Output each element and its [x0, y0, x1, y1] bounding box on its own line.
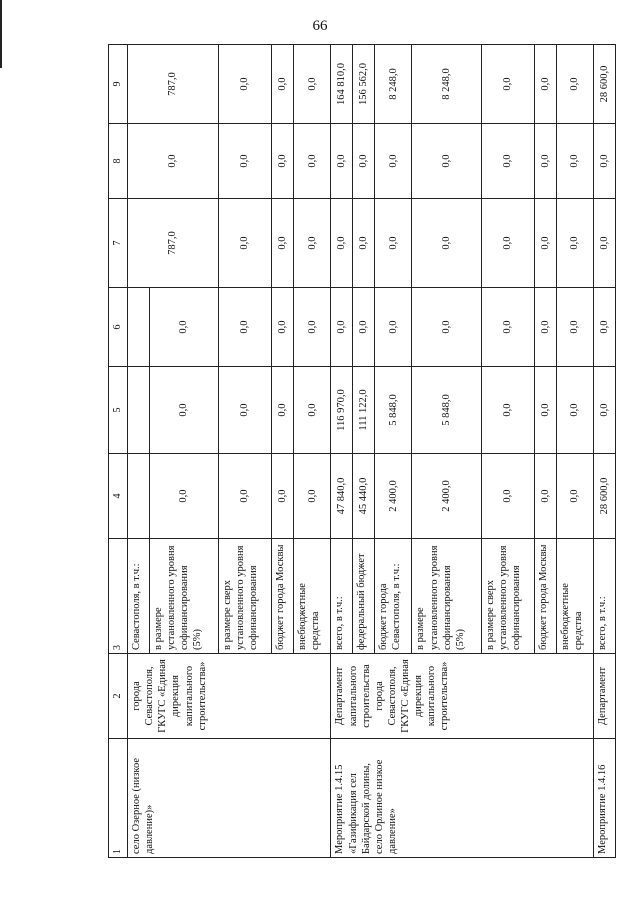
measure-name: Мероприятие 1.4.15 «Газификация сел Байдарской долины, село Орлиное низкое давление» [331, 739, 594, 858]
value-cell: 0,0 [412, 288, 481, 367]
value-cell: 116 970,0 [331, 367, 353, 454]
value-cell: 0,0 [218, 454, 271, 539]
value-cell: 0,0 [481, 288, 534, 367]
value-cell: 0,0 [594, 367, 616, 454]
value-cell: 0,0 [218, 45, 271, 124]
col-header-5: 5 [109, 367, 128, 454]
value-cell [128, 454, 150, 539]
executor-name: Департамент капитального строительства города Севастополя, ГКУГС «Единая дирекция капитального строительства» [331, 654, 594, 739]
value-cell: 0,0 [218, 199, 271, 288]
value-cell: 0,0 [534, 45, 556, 124]
value-cell: 0,0 [481, 367, 534, 454]
value-cell: 0,0 [293, 199, 331, 288]
financing-table [108, 44, 616, 858]
value-cell: 0,0 [293, 45, 331, 124]
col-header-7: 7 [109, 199, 128, 288]
value-cell: 0,0 [149, 454, 218, 539]
funding-source: в размере установленного уровня софинансирования (5%) [412, 539, 481, 654]
value-cell: 0,0 [374, 199, 412, 288]
executor-name: города Севастополя, ГКУГС «Единая дирекция капитального строительства» [128, 654, 331, 739]
funding-source: в размере сверх установленного уровня софинансирования [481, 539, 534, 654]
value-cell: 0,0 [481, 45, 534, 124]
value-cell: 0,0 [556, 454, 594, 539]
measure-name: село Озерное (низкое давление)» [128, 739, 331, 858]
value-cell: 0,0 [293, 367, 331, 454]
value-cell: 0,0 [556, 124, 594, 199]
value-cell: 0,0 [556, 45, 594, 124]
funding-source: бюджет города Москвы [272, 539, 294, 654]
value-cell: 0,0 [218, 288, 271, 367]
value-cell: 0,0 [218, 124, 271, 199]
value-cell: 0,0 [534, 288, 556, 367]
col-header-9: 9 [109, 45, 128, 124]
rotated-table-frame [108, 58, 616, 858]
value-cell [128, 288, 150, 367]
value-cell: 0,0 [272, 199, 294, 288]
funding-source: всего, в т.ч.: [594, 539, 616, 654]
value-cell: 45 440,0 [353, 454, 375, 539]
funding-source: бюджет города Москвы [534, 539, 556, 654]
value-cell: 0,0 [293, 288, 331, 367]
value-cell: 0,0 [594, 288, 616, 367]
value-cell: 0,0 [594, 199, 616, 288]
table-row [331, 45, 353, 858]
value-cell: 2 400,0 [412, 454, 481, 539]
value-cell: 0,0 [353, 199, 375, 288]
value-cell: 164 810,0 [331, 45, 353, 124]
value-cell: 0,0 [556, 199, 594, 288]
funding-source: федеральный бюджет [353, 539, 375, 654]
value-cell: 0,0 [272, 45, 294, 124]
funding-source: Севастополя, в т.ч.: [128, 539, 150, 654]
value-cell: 0,0 [534, 124, 556, 199]
page-number: 66 [312, 18, 328, 34]
value-cell: 0,0 [272, 288, 294, 367]
value-cell: 0,0 [293, 454, 331, 539]
value-cell: 0,0 [412, 124, 481, 199]
value-cell: 0,0 [218, 367, 271, 454]
funding-source: внебюджетные средства [556, 539, 594, 654]
value-cell: 0,0 [556, 288, 594, 367]
value-cell: 0,0 [128, 124, 219, 199]
executor-name: Департамент [594, 654, 616, 739]
value-cell: 0,0 [353, 288, 375, 367]
value-cell: 5 848,0 [412, 367, 481, 454]
value-cell: 0,0 [331, 124, 353, 199]
value-cell: 787,0 [128, 45, 219, 124]
value-cell: 0,0 [272, 367, 294, 454]
value-cell: 8 248,0 [412, 45, 481, 124]
column-header-row [109, 45, 128, 858]
funding-source: всего, в т.ч.: [331, 539, 353, 654]
value-cell: 0,0 [481, 124, 534, 199]
value-cell: 0,0 [149, 288, 218, 367]
value-cell: 156 562,0 [353, 45, 375, 124]
value-cell: 0,0 [481, 454, 534, 539]
funding-source: в размере сверх установленного уровня софинансирования [218, 539, 271, 654]
value-cell: 0,0 [534, 367, 556, 454]
table-row [594, 45, 616, 858]
value-cell: 0,0 [374, 288, 412, 367]
value-cell: 0,0 [272, 454, 294, 539]
funding-source: в размере установленного уровня софинансирования (5%) [149, 539, 218, 654]
value-cell: 0,0 [353, 124, 375, 199]
value-cell: 0,0 [534, 199, 556, 288]
col-header-4: 4 [109, 454, 128, 539]
value-cell: 0,0 [149, 367, 218, 454]
col-header-1: 1 [109, 739, 128, 858]
value-cell: 0,0 [272, 124, 294, 199]
value-cell: 8 248,0 [374, 45, 412, 124]
table-row [128, 45, 150, 858]
value-cell: 0,0 [556, 367, 594, 454]
value-cell: 2 400,0 [374, 454, 412, 539]
value-cell: 787,0 [128, 199, 219, 288]
col-header-3: 3 [109, 539, 128, 654]
value-cell: 0,0 [293, 124, 331, 199]
value-cell: 0,0 [412, 199, 481, 288]
value-cell: 28 600,0 [594, 45, 616, 124]
landscape-table-container [108, 58, 616, 858]
value-cell: 5 848,0 [374, 367, 412, 454]
value-cell: 28 600,0 [594, 454, 616, 539]
measure-name: Мероприятие 1.4.16 [594, 739, 616, 858]
value-cell: 0,0 [374, 124, 412, 199]
value-cell: 111 122,0 [353, 367, 375, 454]
value-cell: 0,0 [331, 199, 353, 288]
funding-source: бюджет города Севастополя, в т.ч.: [374, 539, 412, 654]
value-cell: 0,0 [331, 288, 353, 367]
col-header-6: 6 [109, 288, 128, 367]
value-cell: 0,0 [534, 454, 556, 539]
col-header-8: 8 [109, 124, 128, 199]
funding-source: внебюджетные средства [293, 539, 331, 654]
value-cell [128, 367, 150, 454]
value-cell: 47 840,0 [331, 454, 353, 539]
value-cell: 0,0 [481, 199, 534, 288]
value-cell: 0,0 [594, 124, 616, 199]
col-header-2: 2 [109, 654, 128, 739]
